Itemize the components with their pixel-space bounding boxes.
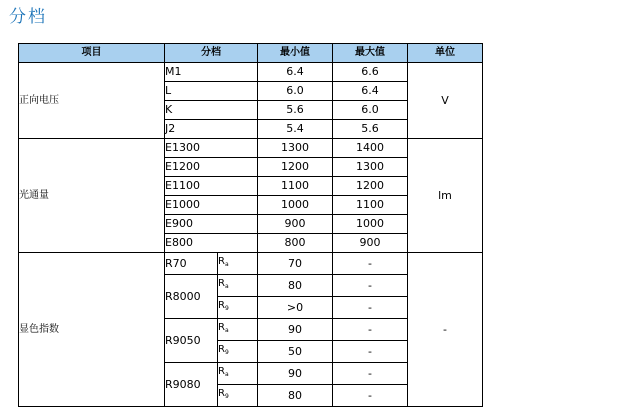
max-cell: 1300 <box>333 158 408 177</box>
table-row <box>19 63 483 82</box>
min-cell: 5.6 <box>258 101 333 120</box>
table-row <box>19 253 483 275</box>
bin-cell: R9050 <box>165 319 218 363</box>
bin-cell: J2 <box>165 120 258 139</box>
max-cell: 6.0 <box>333 101 408 120</box>
bin-cell: R8000 <box>165 275 218 319</box>
min-cell: 1100 <box>258 177 333 196</box>
cri-label: 显色指数 <box>19 253 165 407</box>
sub-index-cell: $R_a$ <box>218 275 258 297</box>
cri-unit: - <box>408 253 483 407</box>
binning-table <box>18 43 483 407</box>
max-cell: 6.4 <box>333 82 408 101</box>
max-cell: - <box>333 319 408 341</box>
luminous-flux-unit: lm <box>408 139 483 253</box>
bin-cell: E1200 <box>165 158 258 177</box>
min-cell: 1300 <box>258 139 333 158</box>
sub-index-cell: $R_a$ <box>218 363 258 385</box>
header-row <box>19 44 483 63</box>
bin-cell: E1300 <box>165 139 258 158</box>
max-cell: 1400 <box>333 139 408 158</box>
forward-voltage-unit: V <box>408 63 483 139</box>
header-min: 最小值 <box>258 44 333 63</box>
max-cell: 1000 <box>333 215 408 234</box>
bin-cell: M1 <box>165 63 258 82</box>
header-item: 项目 <box>19 44 165 63</box>
max-cell: 6.6 <box>333 63 408 82</box>
bin-cell: E1000 <box>165 196 258 215</box>
max-cell: - <box>333 363 408 385</box>
sub-index-cell: $R_9$ <box>218 297 258 319</box>
min-cell: 80 <box>258 275 333 297</box>
sub-index-cell: $R_9$ <box>218 385 258 407</box>
sub-index-cell: $R_a$ <box>218 319 258 341</box>
bin-cell: R70 <box>165 253 218 275</box>
min-cell: 80 <box>258 385 333 407</box>
max-cell: - <box>333 385 408 407</box>
max-cell: 1200 <box>333 177 408 196</box>
min-cell: 800 <box>258 234 333 253</box>
min-cell: 70 <box>258 253 333 275</box>
max-cell: 900 <box>333 234 408 253</box>
min-cell: 6.4 <box>258 63 333 82</box>
max-cell: - <box>333 253 408 275</box>
min-cell: 1000 <box>258 196 333 215</box>
min-cell: 6.0 <box>258 82 333 101</box>
max-cell: - <box>333 275 408 297</box>
bin-cell: L <box>165 82 258 101</box>
forward-voltage-label: 正向电压 <box>19 63 165 139</box>
table-row <box>19 139 483 158</box>
luminous-flux-label: 光通量 <box>19 139 165 253</box>
min-cell: 50 <box>258 341 333 363</box>
bin-cell: E900 <box>165 215 258 234</box>
header-unit: 单位 <box>408 44 483 63</box>
max-cell: 5.6 <box>333 120 408 139</box>
sub-index-cell: $R_a$ <box>218 253 258 275</box>
bin-cell: R9080 <box>165 363 218 407</box>
bin-cell: K <box>165 101 258 120</box>
header-max: 最大值 <box>333 44 408 63</box>
header-bin: 分档 <box>165 44 258 63</box>
min-cell: 90 <box>258 363 333 385</box>
max-cell: - <box>333 341 408 363</box>
bin-cell: E1100 <box>165 177 258 196</box>
sub-index-cell: $R_9$ <box>218 341 258 363</box>
min-cell: 1200 <box>258 158 333 177</box>
min-cell: >0 <box>258 297 333 319</box>
max-cell: - <box>333 297 408 319</box>
page-title: 分档 <box>9 7 47 27</box>
bin-cell: E800 <box>165 234 258 253</box>
min-cell: 5.4 <box>258 120 333 139</box>
max-cell: 1100 <box>333 196 408 215</box>
min-cell: 90 <box>258 319 333 341</box>
min-cell: 900 <box>258 215 333 234</box>
